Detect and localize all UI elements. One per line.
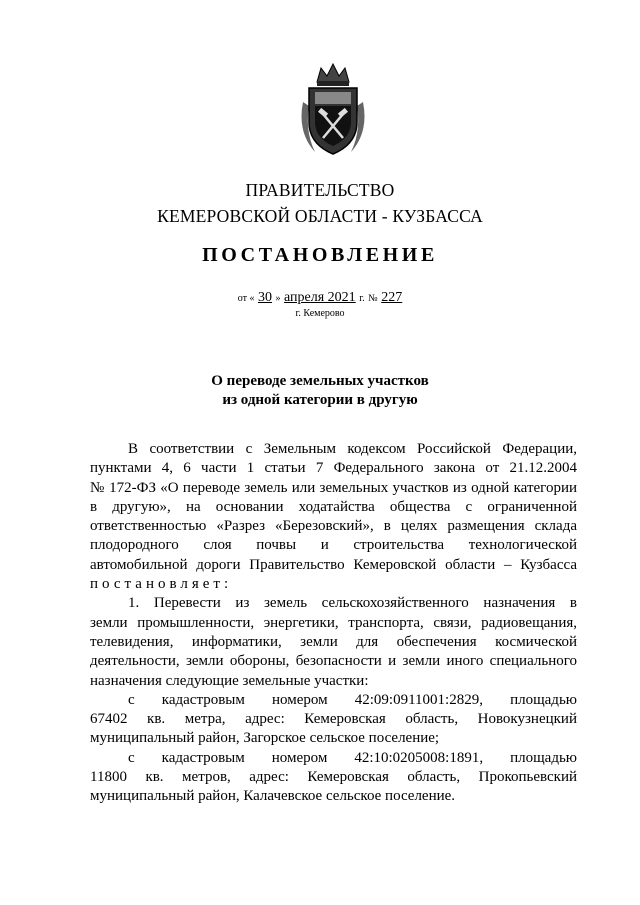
body-line: постановляет: (90, 576, 233, 593)
kuzbass-coat-of-arms-icon (295, 62, 371, 160)
body-line: № 172-ФЗ «О переводе земель или земельных участков из одной категории (90, 479, 577, 496)
date-prefix: от « (237, 293, 255, 304)
number-prefix: № (368, 293, 378, 304)
subject-line-2: из одной категории в другую (222, 392, 418, 408)
body-line: телевидения, информатики, земли для обеспечения космической (90, 633, 577, 650)
body-line: муниципальный район, Загорское сельское поселение; (90, 730, 440, 747)
body-line: назначения следующие земельные участки: (90, 672, 369, 689)
body-line: ответственностью «Разрез «Березовский», в целях размещения склада (90, 518, 577, 535)
body-line: в другую», на основании ходатайства общества с ограниченной (90, 498, 577, 515)
body-line: автомобильной дороги Правительство Кемеровской области – Кузбасса (90, 556, 577, 573)
date-quote-close: » (275, 293, 281, 304)
document-type-title: ПОСТАНОВЛЕНИЕ (202, 244, 438, 266)
government-line-1: ПРАВИТЕЛЬСТВО (245, 180, 395, 200)
city-name: г. Кемерово (295, 308, 345, 319)
date-line (0, 290, 640, 306)
date-day: 30 (258, 290, 273, 305)
body-line: деятельности, земли обороны, безопасности и земли иного специального (90, 653, 577, 670)
document-subject (0, 372, 640, 410)
body-line: В соответствии с Земельным кодексом Российской Федерации, (128, 441, 577, 457)
body-line: земли промышленности, энергетики, транспорта, связи, радиовещания, (90, 614, 577, 631)
date-year-suffix: г. (359, 293, 365, 304)
body-line: 1. Перевести из земель сельскохозяйственного назначения в (128, 595, 577, 612)
date-month-year: апреля 2021 (284, 290, 356, 305)
body-line: с кадастровым номером 42:10:0205008:1891, площадью (128, 749, 577, 766)
document-body (90, 440, 577, 807)
government-line-2: КЕМЕРОВСКОЙ ОБЛАСТИ - КУЗБАССА (157, 206, 483, 226)
body-line: 67402 кв. метра, адрес: Кемеровская область, Новокузнецкий (90, 711, 577, 728)
body-line: с кадастровым номером 42:09:0911001:2829, площадью (128, 691, 577, 708)
body-line: 11800 кв. метров, адрес: Кемеровская область, Прокопьевский (90, 769, 577, 786)
body-line: муниципальный район, Калачевское сельское поселение. (90, 788, 456, 805)
body-line: пунктами 4, 6 части 1 статьи 7 Федерального закона от 21.12.2004 (90, 460, 577, 477)
subject-line-1: О переводе земельных участков (211, 373, 429, 389)
body-line: плодородного слоя почвы и строительства технологической (90, 537, 577, 554)
document-number: 227 (381, 290, 403, 305)
